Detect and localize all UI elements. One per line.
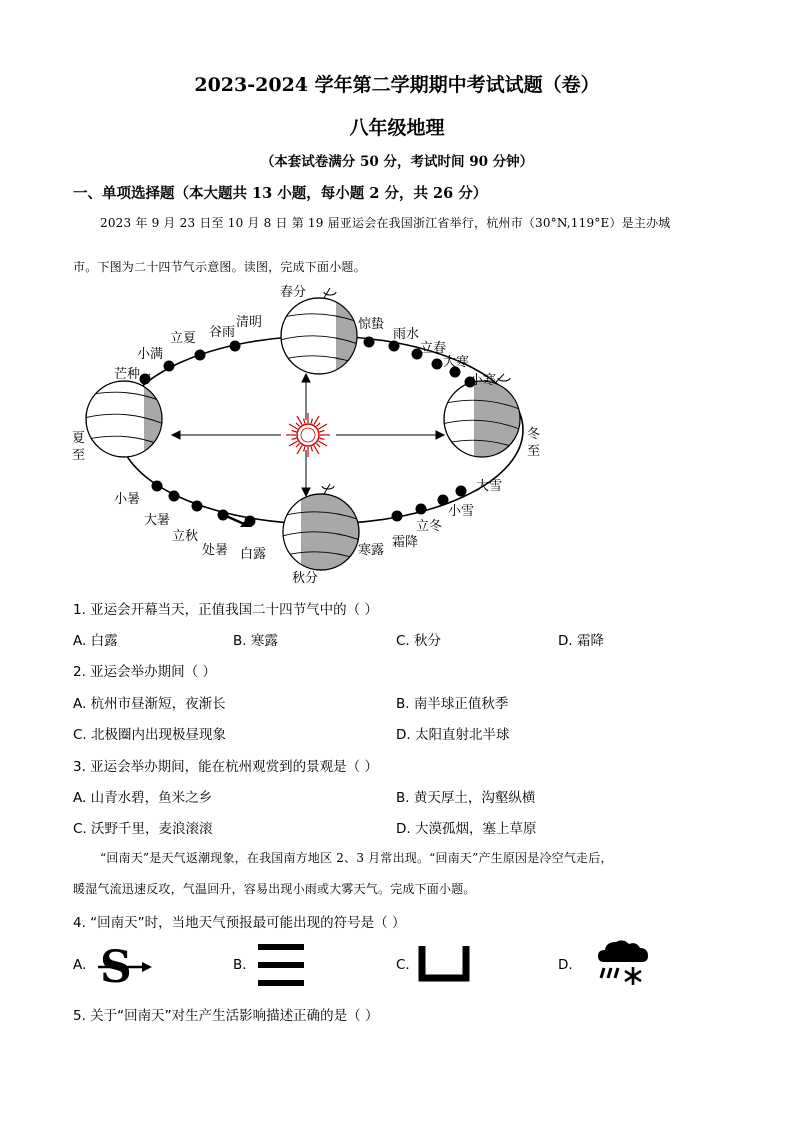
exam-subject: 八年级地理 xyxy=(349,117,445,139)
term-label: 小寒 xyxy=(470,373,497,388)
sun-ray xyxy=(292,438,297,439)
section-heading: 一、单项选择题（本大题共 13 小题，每小题 2 分，共 26 分） xyxy=(73,185,488,202)
term-label: 大寒 xyxy=(443,355,470,370)
term-label: 立秋 xyxy=(172,529,199,544)
rain-snow-symbol-icon xyxy=(596,938,650,988)
question-2-stem: 2. 亚运会举办期间（ ） xyxy=(73,664,216,680)
solar-terms-diagram xyxy=(72,278,554,586)
question-4-option-b[interactable]: B. xyxy=(233,957,247,973)
question-3-option-d[interactable]: D. 大漠孤烟，塞上草原 xyxy=(396,821,537,837)
term-label: 清明 xyxy=(236,315,263,330)
question-3-option-c[interactable]: C. 沃野千里，麦浪滚滚 xyxy=(73,821,213,837)
question-5-stem: 5. 关于“回南天”对生产生活影响描述正确的是（ ） xyxy=(73,1008,379,1024)
question-4-stem: 4. “回南天”时，当地天气预报最可能出现的符号是（ ） xyxy=(73,915,406,931)
sun-ray xyxy=(304,419,305,424)
sun-ray xyxy=(320,438,325,439)
sun-ray xyxy=(297,445,302,454)
term-label: 秋分 xyxy=(292,571,319,586)
sun-ray xyxy=(314,416,319,425)
term-label: 大暑 xyxy=(144,513,171,528)
term-label: 至 xyxy=(527,444,541,459)
question-4-option-d[interactable]: D. xyxy=(558,957,573,973)
term-label: 寒露 xyxy=(358,543,385,558)
term-label: 处暑 xyxy=(202,543,229,558)
sun-ray xyxy=(304,447,305,452)
question-2-option-a[interactable]: A. 杭州市昼渐短，夜渐长 xyxy=(73,696,226,712)
cold-front-symbol-icon xyxy=(418,946,470,982)
sun-ray xyxy=(320,431,325,432)
earth-autumn-equinox-icon xyxy=(282,484,360,572)
sun-ray xyxy=(296,443,300,447)
term-label: 春分 xyxy=(280,285,307,300)
term-label: 小雪 xyxy=(448,504,475,519)
sun-ray xyxy=(316,423,320,427)
sun-icon xyxy=(286,413,330,457)
svg-text:S: S xyxy=(100,942,132,993)
sun-ray xyxy=(318,441,327,446)
term-label: 立夏 xyxy=(170,331,197,346)
passage-line: 市。下图为二十四节气示意图。读图，完成下面小题。 xyxy=(73,260,366,274)
earth-summer-solstice-icon xyxy=(84,374,184,460)
term-label: 冬 xyxy=(527,427,541,442)
term-label: 立冬 xyxy=(416,519,443,534)
term-label: 大雪 xyxy=(476,479,503,494)
sun-ray xyxy=(318,424,327,429)
question-4-option-c[interactable]: C. xyxy=(396,957,410,973)
question-2-option-c[interactable]: C. 北极圈内出现极昼现象 xyxy=(73,727,227,743)
question-1-stem: 1. 亚运会开幕当天，正值我国二十四节气中的（ ） xyxy=(73,602,378,618)
term-label: 至 xyxy=(72,448,86,463)
sun-ray xyxy=(311,419,312,424)
fog-symbol-icon xyxy=(258,942,304,988)
sandstorm-symbol-icon xyxy=(96,942,154,993)
passage-line: 2023 年 9 月 23 日至 10 月 8 日 第 19 届亚运会在我国浙江省举行，杭州市（30°N,119°E）是主办城 xyxy=(100,216,671,230)
sun-ray xyxy=(292,431,297,432)
term-label: 夏 xyxy=(72,431,86,446)
sun-ray xyxy=(289,424,298,429)
term-label: 小满 xyxy=(137,347,164,362)
sun-ray xyxy=(297,416,302,425)
term-label: 惊蛰 xyxy=(358,317,385,332)
term-label: 雨水 xyxy=(393,327,420,342)
sun-ray xyxy=(316,443,320,447)
term-label: 白露 xyxy=(240,547,267,562)
sun-ray xyxy=(311,447,312,452)
question-3-option-a[interactable]: A. 山青水碧，鱼米之乡 xyxy=(73,790,213,806)
question-2-option-d[interactable]: D. 太阳直射北半球 xyxy=(396,727,510,743)
question-1-option-c[interactable]: C. 秋分 xyxy=(396,633,442,649)
sun-ray xyxy=(296,423,300,427)
question-1-option-b[interactable]: B. 寒露 xyxy=(233,633,278,649)
earth-spring-equinox-icon xyxy=(280,288,361,376)
question-3-stem: 3. 亚运会举办期间，能在杭州观赏到的景观是（ ） xyxy=(73,759,378,775)
term-label: 小暑 xyxy=(114,492,141,507)
sun-ray xyxy=(289,441,298,446)
question-4-option-a[interactable]: A. xyxy=(73,957,87,973)
exam-title: 2023-2024 学年第二学期期中考试试题（卷） xyxy=(194,74,600,96)
term-label: 立春 xyxy=(420,341,447,356)
exam-note: （本套试卷满分 50 分，考试时间 90 分钟） xyxy=(260,154,534,170)
question-2-option-b[interactable]: B. 南半球正值秋季 xyxy=(396,696,509,712)
term-label: 霜降 xyxy=(392,535,419,550)
question-3-option-b[interactable]: B. 黄天厚土，沟壑纵横 xyxy=(396,790,536,806)
passage-line: 暖湿气流迅速反攻，气温回升，容易出现小雨或大雾天气。完成下面小题。 xyxy=(73,882,476,896)
question-1-option-d[interactable]: D. 霜降 xyxy=(558,633,604,649)
term-label: 芒种 xyxy=(114,367,141,382)
question-1-option-a[interactable]: A. 白露 xyxy=(73,633,118,649)
sun-ray xyxy=(314,445,319,454)
passage-line: “回南天”是天气返潮现象，在我国南方地区 2、3 月常出现。“回南天”产生原因是冷空气走后， xyxy=(100,851,613,865)
term-label: 谷雨 xyxy=(209,325,236,340)
